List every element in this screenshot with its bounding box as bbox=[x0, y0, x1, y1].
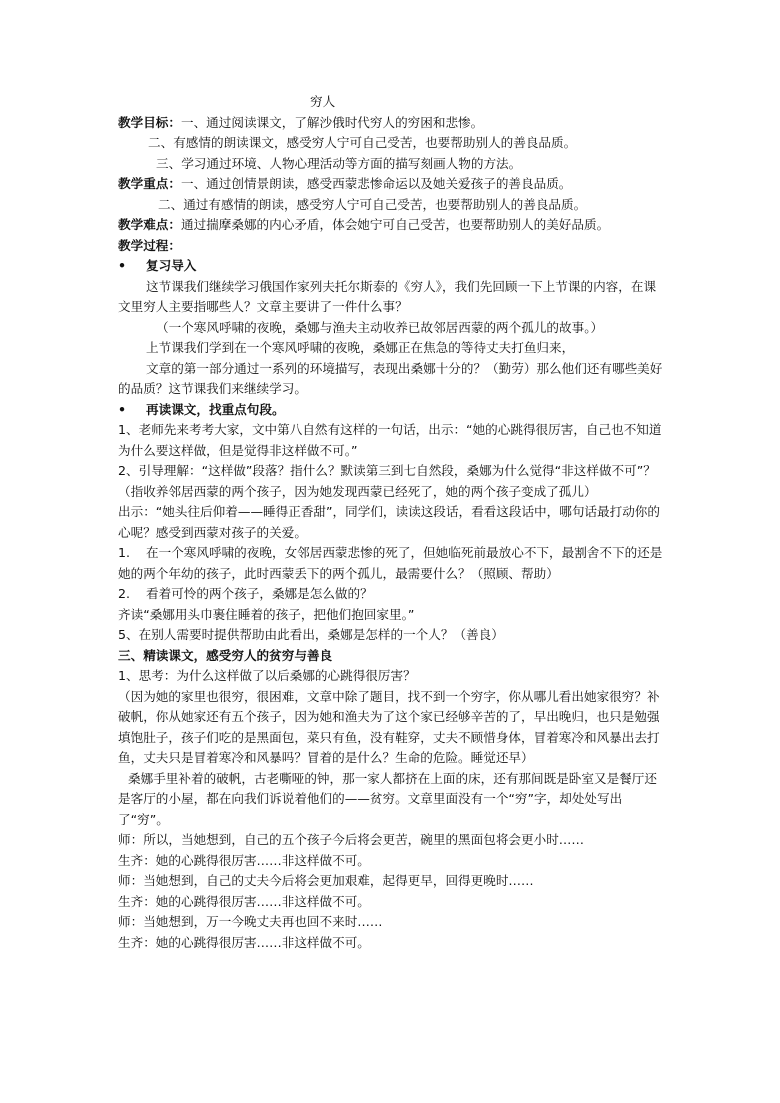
section2-paragraph-8: 5、在别人需要时提供帮助由此看出，桑娜是怎样的一个人？（善良） bbox=[118, 627, 504, 642]
dialogue-teacher-1: 师：所以，当她想到，自己的五个孩子今后将会更苦，碗里的黑面包将会更小时…… bbox=[118, 832, 584, 847]
section1-heading-row bbox=[118, 256, 664, 277]
section2-paragraph-2: 2、引导理解：“这样做”段落？指什么？默读第三到七自然段，桑娜为什么觉得“非这样做不可”？ bbox=[118, 463, 656, 478]
goals-item-1: 一、通过阅读课文，了解沙俄时代穷人的穷困和悲惨。 bbox=[180, 114, 484, 130]
focus-line-1 bbox=[118, 174, 664, 195]
focus-item-2: 二、通过有感情的朗读，感受穷人宁可自己受苦，也要帮助别人的善良品质。 bbox=[158, 196, 587, 212]
dialogue-teacher-3: 师：当她想到，万一今晚丈夫再也回不来时…… bbox=[118, 914, 383, 929]
section1-paragraph-2: （一个寒风呼啸的夜晚，桑娜与渔夫主动收养已故邻居西蒙的两个孤儿的故事。） bbox=[156, 319, 604, 335]
section2-paragraph-4: 出示：“她头往后仰着——睡得正香甜”，同学们，读读这段话，看看这段话中，哪句话最打动你的心呢？感受到西蒙对孩子的关爱。 bbox=[118, 504, 660, 540]
dialogue-students-2: 生齐：她的心跳得很厉害……非这样做不可。 bbox=[118, 893, 370, 909]
section3-paragraph-3: 桑娜手里补着的破帆，古老嘶哑的钟，那一家人都挤在上面的床，还有那间既是卧室又是餐厅还是客厅的小屋，都在向我们诉说着他们的——贫穷。文章里面没有一个“穷”字，却处处写出了“穷”。 bbox=[118, 770, 657, 827]
section2-heading: 再读课文，找重点句段。 bbox=[146, 401, 285, 417]
goals-label: 教学目标： bbox=[118, 114, 181, 130]
section1-paragraph-1: 这节课我们继续学习俄国作家列夫托尔斯泰的《穷人》，我们先回顾一下上节课的内容，在课文里穷人主要指哪些人？文章主要讲了一件什么事？ bbox=[118, 278, 657, 314]
bullet-icon: • bbox=[118, 401, 127, 417]
section1-heading: 复习导入 bbox=[146, 258, 197, 273]
focus-label: 教学重点： bbox=[118, 176, 181, 191]
section2-paragraph-7: 齐读“桑娜用头巾裹住睡着的孩子，把他们抱回家里。” bbox=[118, 606, 415, 622]
document-title: 穷人 bbox=[310, 94, 336, 109]
goals-item-3: 三、学习通过环境、人物心理活动等方面的描写刻画人物的方法。 bbox=[156, 155, 522, 171]
section1-paragraph-3: 上节课我们学到在一个寒风呼啸的夜晚，桑娜正在焦急的等待丈夫打鱼归来， bbox=[146, 340, 575, 355]
list-number: 2. bbox=[118, 586, 131, 601]
section3-paragraph-1: 1、思考：为什么这样做了以后桑娜的心跳得很厉害？ bbox=[118, 668, 416, 683]
difficulty-text: 通过揣摩桑娜的内心矛盾，体会她宁可自己受苦，也要帮助别人的美好品质。 bbox=[180, 217, 610, 232]
bullet-icon: • bbox=[118, 258, 127, 273]
dialogue-teacher-2: 师：当她想到，自己的丈夫今后将会更加艰难，起得更早，回得更晚时…… bbox=[118, 873, 534, 888]
section2-heading-row bbox=[118, 400, 664, 421]
section2-paragraph-1: 1、老师先来考考大家，文中第八自然有这样的一句话，出示：“她的心跳得很厉害，自己也不知道为什么要这样做，但是觉得非这样做不可。” bbox=[118, 422, 662, 458]
process-label: 教学过程： bbox=[118, 237, 181, 253]
document-page bbox=[118, 92, 664, 953]
section2-numbered-1 bbox=[118, 543, 664, 584]
section2-paragraph-5: 在一个寒风呼啸的夜晚，女邻居西蒙悲惨的死了，但她临死前最放心不下，最割舍不下的还是她的两个年幼的孩子，此时西蒙丢下的两个孤儿，最需要什么？（照顾、帮助） bbox=[118, 545, 663, 581]
section3-heading: 三、精读课文，感受穷人的贫穷与善良 bbox=[118, 647, 333, 663]
dialogue-students-3: 生齐：她的心跳得很厉害……非这样做不可。 bbox=[118, 934, 370, 950]
list-number: 1. bbox=[118, 545, 131, 560]
difficulty-label: 教学难点： bbox=[118, 217, 181, 232]
dialogue-students-1: 生齐：她的心跳得很厉害……非这样做不可。 bbox=[118, 852, 370, 868]
section2-paragraph-3: （指收养邻居西蒙的两个孩子，因为她发现西蒙已经死了，她的两个孩子变成了孤儿） bbox=[118, 483, 597, 499]
difficulty-line bbox=[118, 215, 664, 236]
section2-paragraph-6: 看着可怜的两个孩子，桑娜是怎么做的？ bbox=[146, 586, 373, 601]
focus-item-1: 一、通过创情景朗读，感受西蒙悲惨命运以及她关爱孩子的善良品质。 bbox=[180, 176, 572, 191]
section3-paragraph-2: （因为她的家里也很穷，很困难，文章中除了题目，找不到一个穷字，你从哪儿看出她家很穷？补破帆，你从她家还有五个孩子，因为她和渔夫为了这个家已经够辛苦的了，早出晚归，也只是勉强填饱肚子，孩子们吃的是黑面包，菜只有鱼，没有鞋穿，丈夫不顾惜身体，冒着寒冷和风暴出去打鱼，丈夫只是冒着寒冷和风暴吗？冒着的是什么？生命的危险。睡觉还早） bbox=[118, 688, 660, 765]
section2-numbered-2 bbox=[118, 584, 664, 605]
section1-paragraph-4: 文章的第一部分通过一系列的环境描写，表现出桑娜十分的？（勤劳）那么他们还有哪些美好的品质？这节课我们来继续学习。 bbox=[118, 360, 663, 396]
goals-line-1 bbox=[118, 113, 664, 134]
goals-item-2: 二、有感情的朗读课文，感受穷人宁可自己受苦，也要帮助别人的善良品质。 bbox=[148, 135, 577, 150]
